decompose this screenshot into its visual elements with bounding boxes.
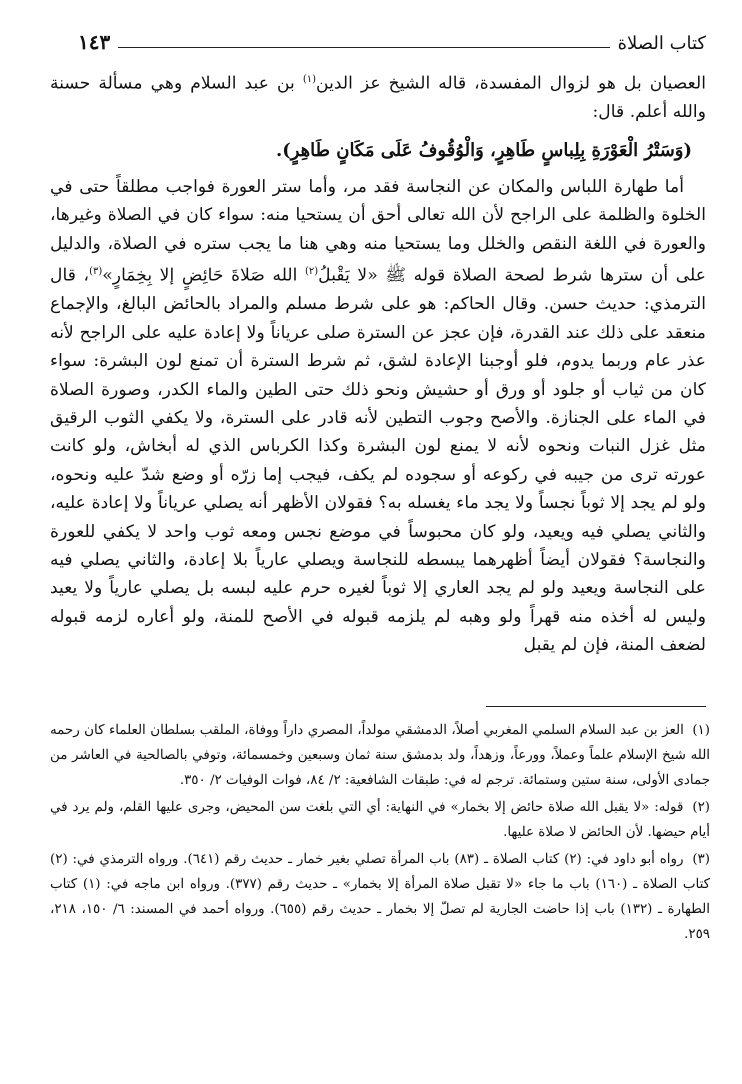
page-number: ١٤٣ — [78, 30, 111, 54]
commentary-part-2: الله صَلاةَ حَائِضٍ إلا بِخِمَارٍ» — [102, 265, 305, 286]
running-title: كتاب الصلاة — [617, 33, 706, 54]
footnote-text: العز بن عبد السلام السلمي المغربي أصلاً، الدمشقي مولداً، المصري داراً ووفاة، الملقب بسلطان العلماء كان رحمه الله شيخ الإسلام علماً وعملاً، وورعاً، وزهداً، ولد بدمشق سنة ثمان وسبعين وخمسمائة، وتوفي بالصالحية في العاشر من جمادى الأولى، سنة ستين وستمائة. ترجم له في: طبقات الشافعية: ٢/ ٨٤، فوات الوفيات ٢/ ٣٥٠. — [50, 723, 710, 788]
page-header — [78, 28, 706, 54]
footnote-ref-1[interactable]: (١) — [302, 74, 317, 85]
paragraph-commentary — [50, 173, 706, 660]
footnotes — [50, 718, 710, 949]
commentary-part-3: ، قال الترمذي: حديث حسن. وقال الحاكم: هو على شرط مسلم والمراد بالحائض البالغ، والإجماع منعقد على ذلك عند القدرة، فإن عجز عن السترة صلى عرياناً ولا إعادة عليه على الراجح لأنه عذر عام وربما يدوم، فلو أوجبنا الإعادة لشق، ثم شرط السترة أن تمنع لون البشرة: سواء كان من ثياب أو جلود أو ورق أو حشيش ونحو ذلك حتى الطين والماء الكدر، وصورة الصلاة في الماء على الجنازة. والأصح وجوب التطين لأنه قادر على السترة، ولا يكفي الثوب الرقيق مثل غزل النبات ونحوه لأنه لا يمنع لون البشرة وكذا الكرباس الذي له أبخاش، ولو كانت عورته ترى من جيبه في ركوعه أو سجوده لم يكف، فيجب إما زرّه أو وضع شدّ عليه ونحوه، ولو لم يجد إلا ثوباً نجساً ولا يجد ماء يغسله به؟ فقولان الأظهر أنه يصلي عرياناً ولا إعادة عليه، والثاني يصلي فيه ويعيد، ولو كان محبوساً في موضع نجس ومعه ثوب واحد لا يكفي للعورة والنجاسة؟ فقولان أيضاً أظهرهما يبسطه للنجاسة ويصلي عارياً بلا إعادة، والثاني يصلي فيه على النجاسة ويعيد ولو لم يجد العاري إلا ثوباً لغيره حرم عليه لبسه بل يصلي عارياً ولا يعيد وليس له أخذه منه قهراً ولو وهبه لم يلزمه قبوله في الأصح للمنة، ولو أعاره لزمه قبوله لضعف المنة، فإن لم يقبل — [50, 265, 706, 656]
footnote-number: (٢) — [692, 800, 710, 815]
footnote-ref-2[interactable]: (٢) — [304, 266, 319, 278]
footnote-text: قوله: «لا يقبل الله صلاة حائض إلا بخمار» في النهاية: أي التي بلغت سن المحيض، وجرى عليها القلم، ولم يرد في أيام حيضها. لأن الحائض لا صلاة عليها. — [50, 800, 710, 840]
main-text — [50, 66, 706, 660]
footnote-text: رواه أبو داود في: (٢) كتاب الصلاة ـ (٨٣) باب المرأة تصلي بغير خمار ـ حديث رقم (٦٤١). ورواه الترمذي في: (٢) كتاب الصلاة ـ (١٦٠) باب ما جاء «لا تقبل صلاة المرأة إلا بخمار» ـ حديث رقم (٣٧٧). ورواه ابن ماجه في: (١) كتاب الطهارة ـ (١٣٢) باب إذا حاضت الجارية لم تصلّ إلا بخمار ـ حديث رقم (٦٥٥). ورواه أحمد في المسند: ٦/ ١٥٠، ٢١٨، ٢٥٩. — [50, 852, 710, 942]
footnote-1 — [50, 718, 710, 793]
paragraph-intro-continuation: بن عبد السلام وهي مسألة حسنة والله أعلم. قال: — [50, 73, 706, 123]
matn-text: (وَسَتْرُ الْعَوْرَةِ بِلِباسٍ طَاهِرٍ، وَالْوُقُوفُ عَلَى مَكَانٍ طَاهِرٍ). — [275, 139, 692, 161]
paragraph-intro-text: العصيان بل هو لزوال المفسدة، قاله الشيخ عز الدين — [316, 73, 706, 94]
footnote-number: (٣) — [692, 852, 710, 867]
paragraph-intro — [50, 66, 706, 127]
footnote-ref-3[interactable]: (٣) — [89, 266, 103, 278]
footnote-2 — [50, 795, 710, 845]
footnote-3 — [50, 847, 710, 947]
commentary-part-1: أما طهارة اللباس والمكان عن النجاسة فقد مر، وأما ستر العورة فواجب مطلقاً حتى في الخلوة والظلمة على الراجح لأن الله تعالى أحق أن يستحيا منه: سواء كان في الصلاة وغيرها، والعورة في اللغة النقص والخلل وما يستحيا منه وهي هنا ما يجب ستره في الصلاة، والدليل على أن سترها شرط لصحة الصلاة قوله ﷺ «لا يَقْبلُ — [50, 176, 706, 286]
footnote-separator — [486, 706, 706, 707]
header-rule — [118, 47, 609, 48]
footnote-number: (١) — [692, 723, 710, 738]
